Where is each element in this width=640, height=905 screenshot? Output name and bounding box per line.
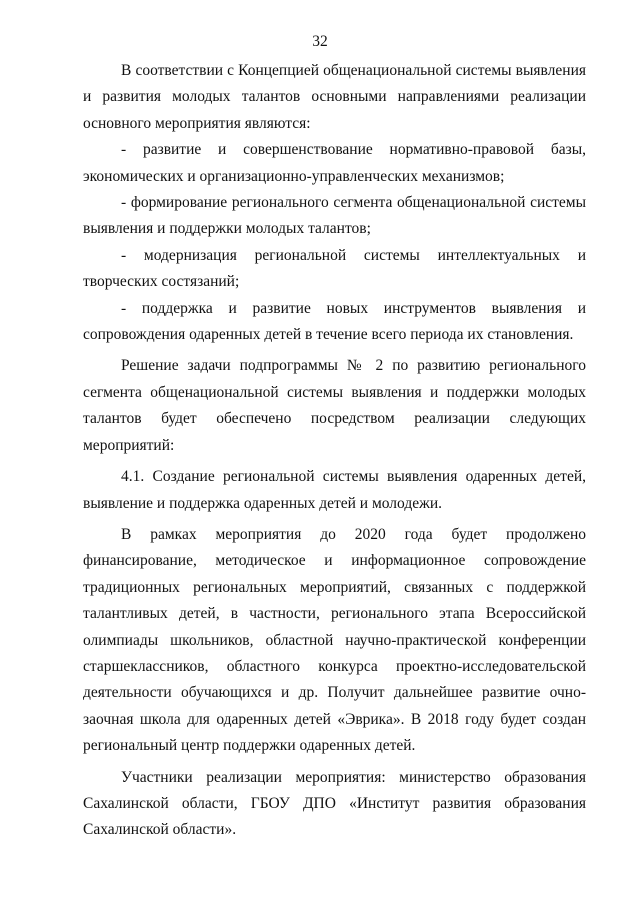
paragraph-participants: Участники реализации мероприятия: министерство образования Сахалинской области, ГБОУ ДПО «Институт развития образования Сахалинской области».: [83, 768, 586, 839]
paragraph-activities: В рамках мероприятия до 2020 года будет продолжено финансирование, методическое и информационное сопровождение традиционных региональных мероприятий, связанных с поддержкой талантливых детей, в частности, регионального этапа Всероссийской олимпиады школьников, областной научно-практической конференции старшеклассников, областного конкурса проектно-исследовательской деятельности обучающихся и др. Получит дальнейшее развитие очно-заочная школа для одаренных детей «Эврика». В 2018 году будет создан региональный центр поддержки одаренных детей.: [83, 525, 586, 755]
paragraph-intro: В соответствии с Концепцией общенациональной системы выявления и развития молодых талантов основными направлениями реализации основного мероприятия являются:: [83, 62, 586, 132]
paragraph-task-solution: Решение задачи подпрограммы № 2 по развитию регионального сегмента общенациональной системы выявления и поддержки молодых талантов будет обеспечено посредством реализации следующих мероприятий:: [83, 357, 586, 454]
list-item-competitions: - модернизация региональной системы интеллектуальных и творческих состязаний;: [83, 246, 586, 291]
page-number: 32: [312, 33, 328, 50]
list-item-legal-base: - развитие и совершенствование нормативно-правовой базы, экономических и организационно-управленческих механизмов;: [83, 141, 586, 185]
document-body: [83, 58, 586, 844]
list-item-support-tools: - поддержка и развитие новых инструментов выявления и сопровождения одаренных детей в течение всего периода их становления.: [83, 299, 586, 344]
section-heading-4-1: 4.1. Создание региональной системы выявления одаренных детей, выявление и поддержка одаренных детей и молодежи.: [83, 468, 586, 512]
list-item-regional-segment: - формирование регионального сегмента общенациональной системы выявления и поддержки молодых талантов;: [83, 194, 586, 238]
